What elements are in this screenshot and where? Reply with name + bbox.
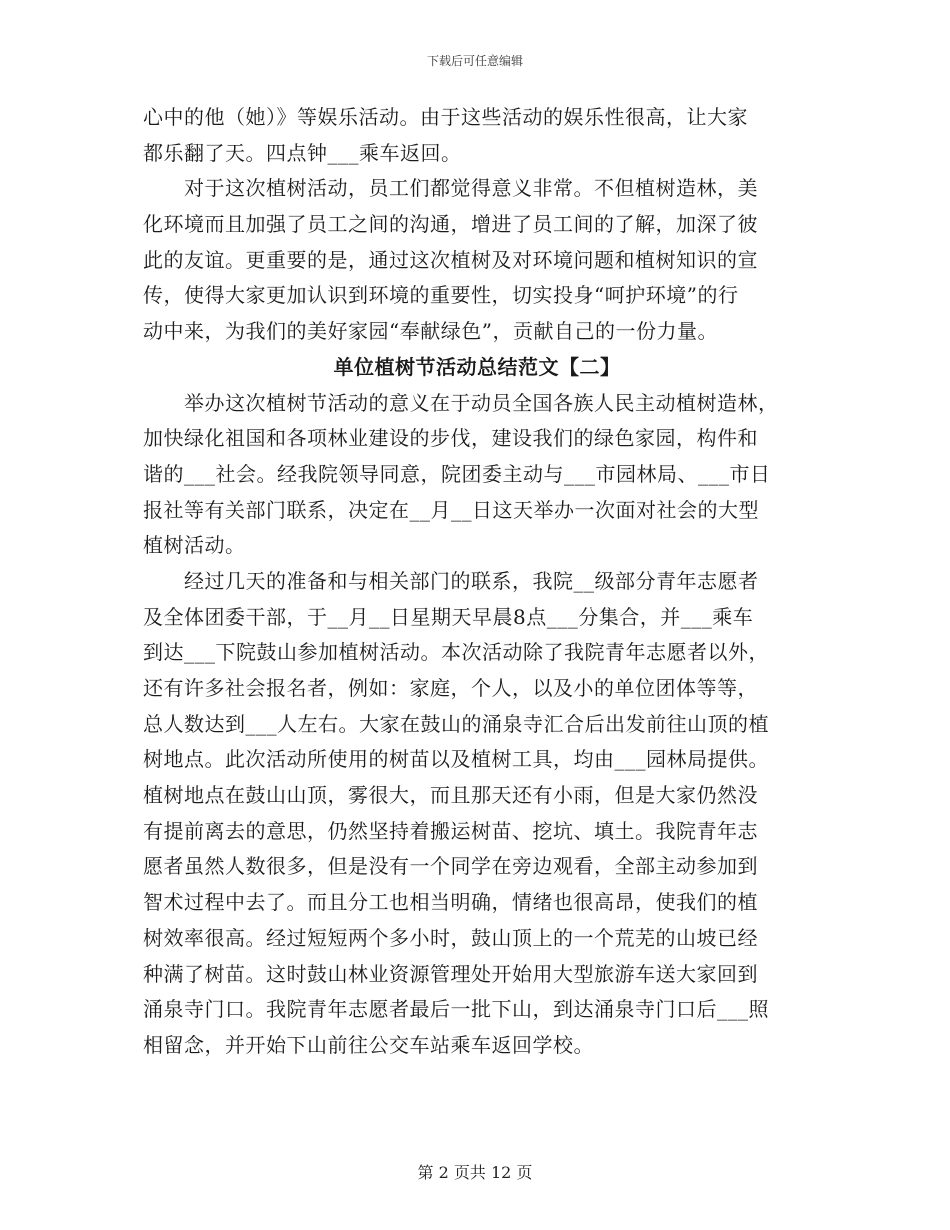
paragraph-line: 举办这次植树节活动的意义在于动员全国各族人民主动植树造林， — [143, 390, 779, 415]
paragraph-line: 报社等有关部门联系，决定在__月__日这天举办一次面对社会的大型 — [143, 497, 759, 522]
paragraph-line: 加快绿化祖国和各项林业建设的步伐，建设我们的绿色家园，构件和 — [143, 426, 758, 451]
paragraph-line: 智术过程中去了。而且分工也相当明确，情绪也很高昂，使我们的植 — [143, 890, 758, 915]
paragraph-line: 有提前离去的意思，仍然坚持着搬运树苗、挖坑、填土。我院青年志 — [143, 818, 758, 843]
paragraph-line: 动中来，为我们的美好家园“奉献绿色”，贡献自己的一份力量。 — [143, 319, 718, 344]
document-body — [143, 100, 811, 1064]
paragraph-line: 经过几天的准备和与相关部门的联系，我院__级部分青年志愿者 — [143, 568, 759, 593]
paragraph-line: 化环境而且加强了员工之间的沟通，增进了员工间的了解，加深了彼 — [143, 212, 758, 237]
paragraph-line: 到达___下院鼓山参加植树活动。本次活动除了我院青年志愿者以外， — [143, 640, 769, 665]
paragraph-line: 心中的他（她）》等娱乐活动。由于这些活动的娱乐性很高，让大家 — [143, 105, 748, 129]
page-header: 下载后可任意编辑 — [426, 54, 523, 68]
paragraph-line: 植树地点在鼓山山顶，雾很大，而且那天还有小雨，但是大家仍然没 — [143, 783, 758, 808]
paragraph-line: 及全体团委干部，于__月__日星期天早晨8点___分集合，并___乘车 — [143, 604, 754, 629]
paragraph-line: 愿者虽然人数很多，但是没有一个同学在旁边观看，全部主动参加到 — [143, 854, 758, 879]
paragraph-line: 相留念，并开始下山前往公交车站乘车返回学校。 — [143, 1032, 594, 1057]
paragraph-line: 涌泉寺门口。我院青年志愿者最后一批下山，到达涌泉寺门口后___照 — [143, 997, 769, 1022]
section-title: 单位植树节活动总结范文【二】 — [333, 354, 621, 379]
paragraph-line: 还有许多社会报名者，例如：家庭，个人，以及小的单位团体等等， — [143, 676, 758, 700]
paragraph-line: 对于这次植树活动，员工们都觉得意义非常。不但植树造林，美 — [143, 176, 758, 201]
paragraph-line: 树效率很高。经过短短两个多小时，鼓山顶上的一个荒芜的山坡已经 — [143, 925, 758, 950]
paragraph-line: 谐的___社会。经我院领导同意，院团委主动与___市园林局、___市日 — [143, 461, 771, 486]
paragraph-line: 种满了树苗。这时鼓山林业资源管理处开始用大型旅游车送大家回到 — [143, 961, 758, 986]
paragraph-line: 总人数达到___人左右。大家在鼓山的涌泉寺汇合后出发前往山顶的植 — [143, 711, 769, 736]
paragraph-line: 此的友谊。更重要的是，通过这次植树及对环境问题和植树知识的宣 — [143, 247, 758, 272]
paragraph-line: 传，使得大家更加认识到环境的重要性，切实投身“呵护环境”的行 — [143, 283, 739, 308]
paragraph-line: 植树活动。 — [143, 533, 246, 558]
paragraph-line: 都乐翻了天。四点钟___乘车返回。 — [143, 140, 462, 165]
paragraph-line: 树地点。此次活动所使用的树苗以及植树工具，均由___园林局提供。 — [143, 747, 769, 772]
page-footer: 第 2 页共 12 页 — [417, 1163, 533, 1182]
